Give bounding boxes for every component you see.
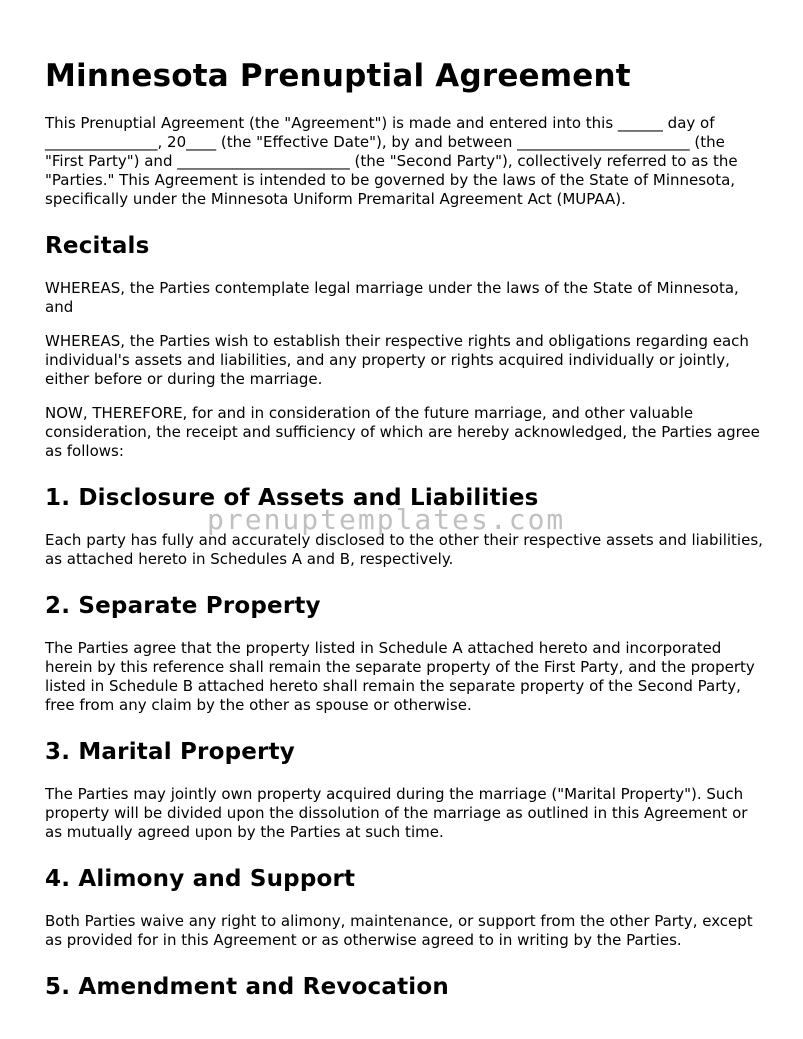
section-body: The Parties agree that the property listed in Schedule A attached hereto and incorporated herein by this reference shall remain the separate property of the First Party, and the property listed in Schedule B attached hereto shall remain the separate property of the Second Party, free from any claim by the other as spouse or otherwise. <box>45 639 755 714</box>
section-amendment <box>45 972 765 1002</box>
section-body: Both Parties waive any right to alimony, maintenance, or support from the other Party, except as provided for in this Agreement or as otherwise agreed to in writing by the Parties. <box>45 912 753 949</box>
document-page <box>45 56 765 1020</box>
section-heading: 1. Disclosure of Assets and Liabilities <box>45 485 539 511</box>
section-heading: 3. Marital Property <box>45 739 295 765</box>
section-disclosure <box>45 483 765 569</box>
section-marital-property <box>45 737 765 842</box>
intro-paragraph: This Prenuptial Agreement (the "Agreement") is made and entered into this ______ day of _______________, 20____ (the "Effective Date"), by and between _______________________ (the "First Party") and _______________________ (the "Second Party"), collectively referred to as the "Parties." This Agreement is intended to be governed by the laws of the State of Minnesota, specifically under the Minnesota Uniform Premarital Agreement Act (MUPAA). <box>45 114 738 208</box>
section-heading: 2. Separate Property <box>45 593 321 619</box>
section-separate-property <box>45 591 765 715</box>
section-heading: 4. Alimony and Support <box>45 866 356 892</box>
section-alimony <box>45 864 765 950</box>
section-heading: 5. Amendment and Revocation <box>45 974 449 1000</box>
recital-paragraph: WHEREAS, the Parties wish to establish their respective rights and obligations regarding each individual's assets and liabilities, and any property or rights acquired individually or jointly, either before or during the marriage. <box>45 332 749 388</box>
document-title: Minnesota Prenuptial Agreement <box>45 58 631 94</box>
recital-paragraph: WHEREAS, the Parties contemplate legal marriage under the laws of the State of Minnesota, and <box>45 279 739 316</box>
watermark-text: prenuptemplates.com <box>207 503 566 536</box>
section-body: The Parties may jointly own property acquired during the marriage ("Marital Property"). Such property will be divided upon the dissolution of the marriage as outlined in this Agreement or as mutually agreed upon by the Parties at such time. <box>45 785 748 841</box>
recital-paragraph: NOW, THEREFORE, for and in consideration of the future marriage, and other valuable consideration, the receipt and sufficiency of which are hereby acknowledged, the Parties agree as follows: <box>45 404 760 460</box>
section-body: Each party has fully and accurately disclosed to the other their respective assets and liabilities, as attached hereto in Schedules A and B, respectively. <box>45 531 763 568</box>
recitals-section <box>45 231 765 461</box>
recitals-heading: Recitals <box>45 233 150 259</box>
